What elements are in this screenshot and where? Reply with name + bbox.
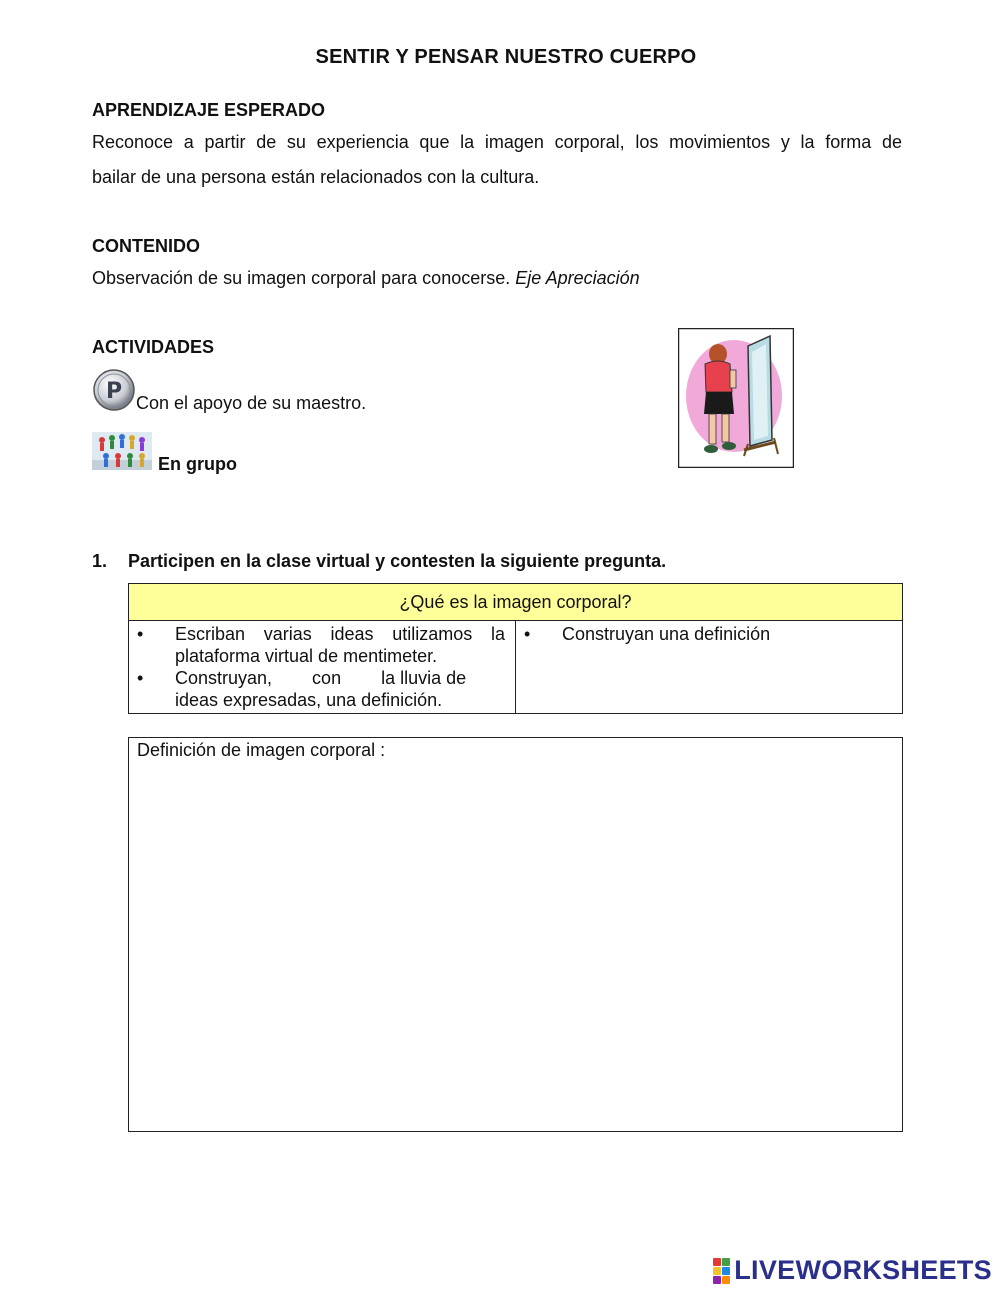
bullet: • [137,624,144,644]
list-item-text: Escriban varias ideas utilizamos la plataforma virtual de mentimeter. [175,624,505,666]
liveworksheets-logo-icon [713,1258,730,1284]
group-people-icon [92,432,152,470]
parking-p-icon [92,368,136,412]
contenido-heading: CONTENIDO [92,236,200,256]
list-item-text: Construyan una definición [562,624,771,644]
contenido-eje: Eje Apreciación [515,268,640,288]
actividad-maestro-label: Con el apoyo de su maestro. [136,393,367,413]
aprendizaje-heading: APRENDIZAJE ESPERADO [92,100,326,120]
contenido-description: Observación de su imagen corporal para conocerse. [92,268,511,288]
list-item [137,667,505,711]
activity-1-number: 1. [92,551,108,571]
svg-text:P: P [105,379,123,404]
actividad-grupo-label: En grupo [158,454,237,474]
bullet: • [137,668,144,688]
aprendizaje-line-1: Reconoce a partir de su experiencia que la imagen corporal, los movimientos y la forma de [92,132,902,152]
list-item [137,623,505,667]
list-item-text: Construyan, con la lluvia de ideas expresadas, una definición. [175,668,472,710]
definition-answer-box[interactable] [128,737,903,1132]
aprendizaje-line-2: bailar de una persona están relacionados con la cultura. [92,167,540,187]
right-instructions-cell [516,621,903,714]
activity-1-instruction: Participen en la clase virtual y contesten la siguiente pregunta. [128,551,667,571]
definition-label: Definición de imagen corporal : [137,740,386,760]
question-table [128,583,903,714]
actividades-heading: ACTIVIDADES [92,337,215,357]
bullet: • [524,624,531,644]
liveworksheets-brand-text: LIVEWORKSHEETS [734,1255,992,1285]
liveworksheets-logo [713,1255,992,1286]
left-instructions-cell [129,621,516,714]
list-item [524,623,892,645]
contenido-text [92,261,640,296]
page-title: SENTIR Y PENSAR NUESTRO CUERPO [315,46,697,68]
question-table-header: ¿Qué es la imagen corporal? [129,584,903,621]
girl-mirror-illustration [678,328,794,468]
